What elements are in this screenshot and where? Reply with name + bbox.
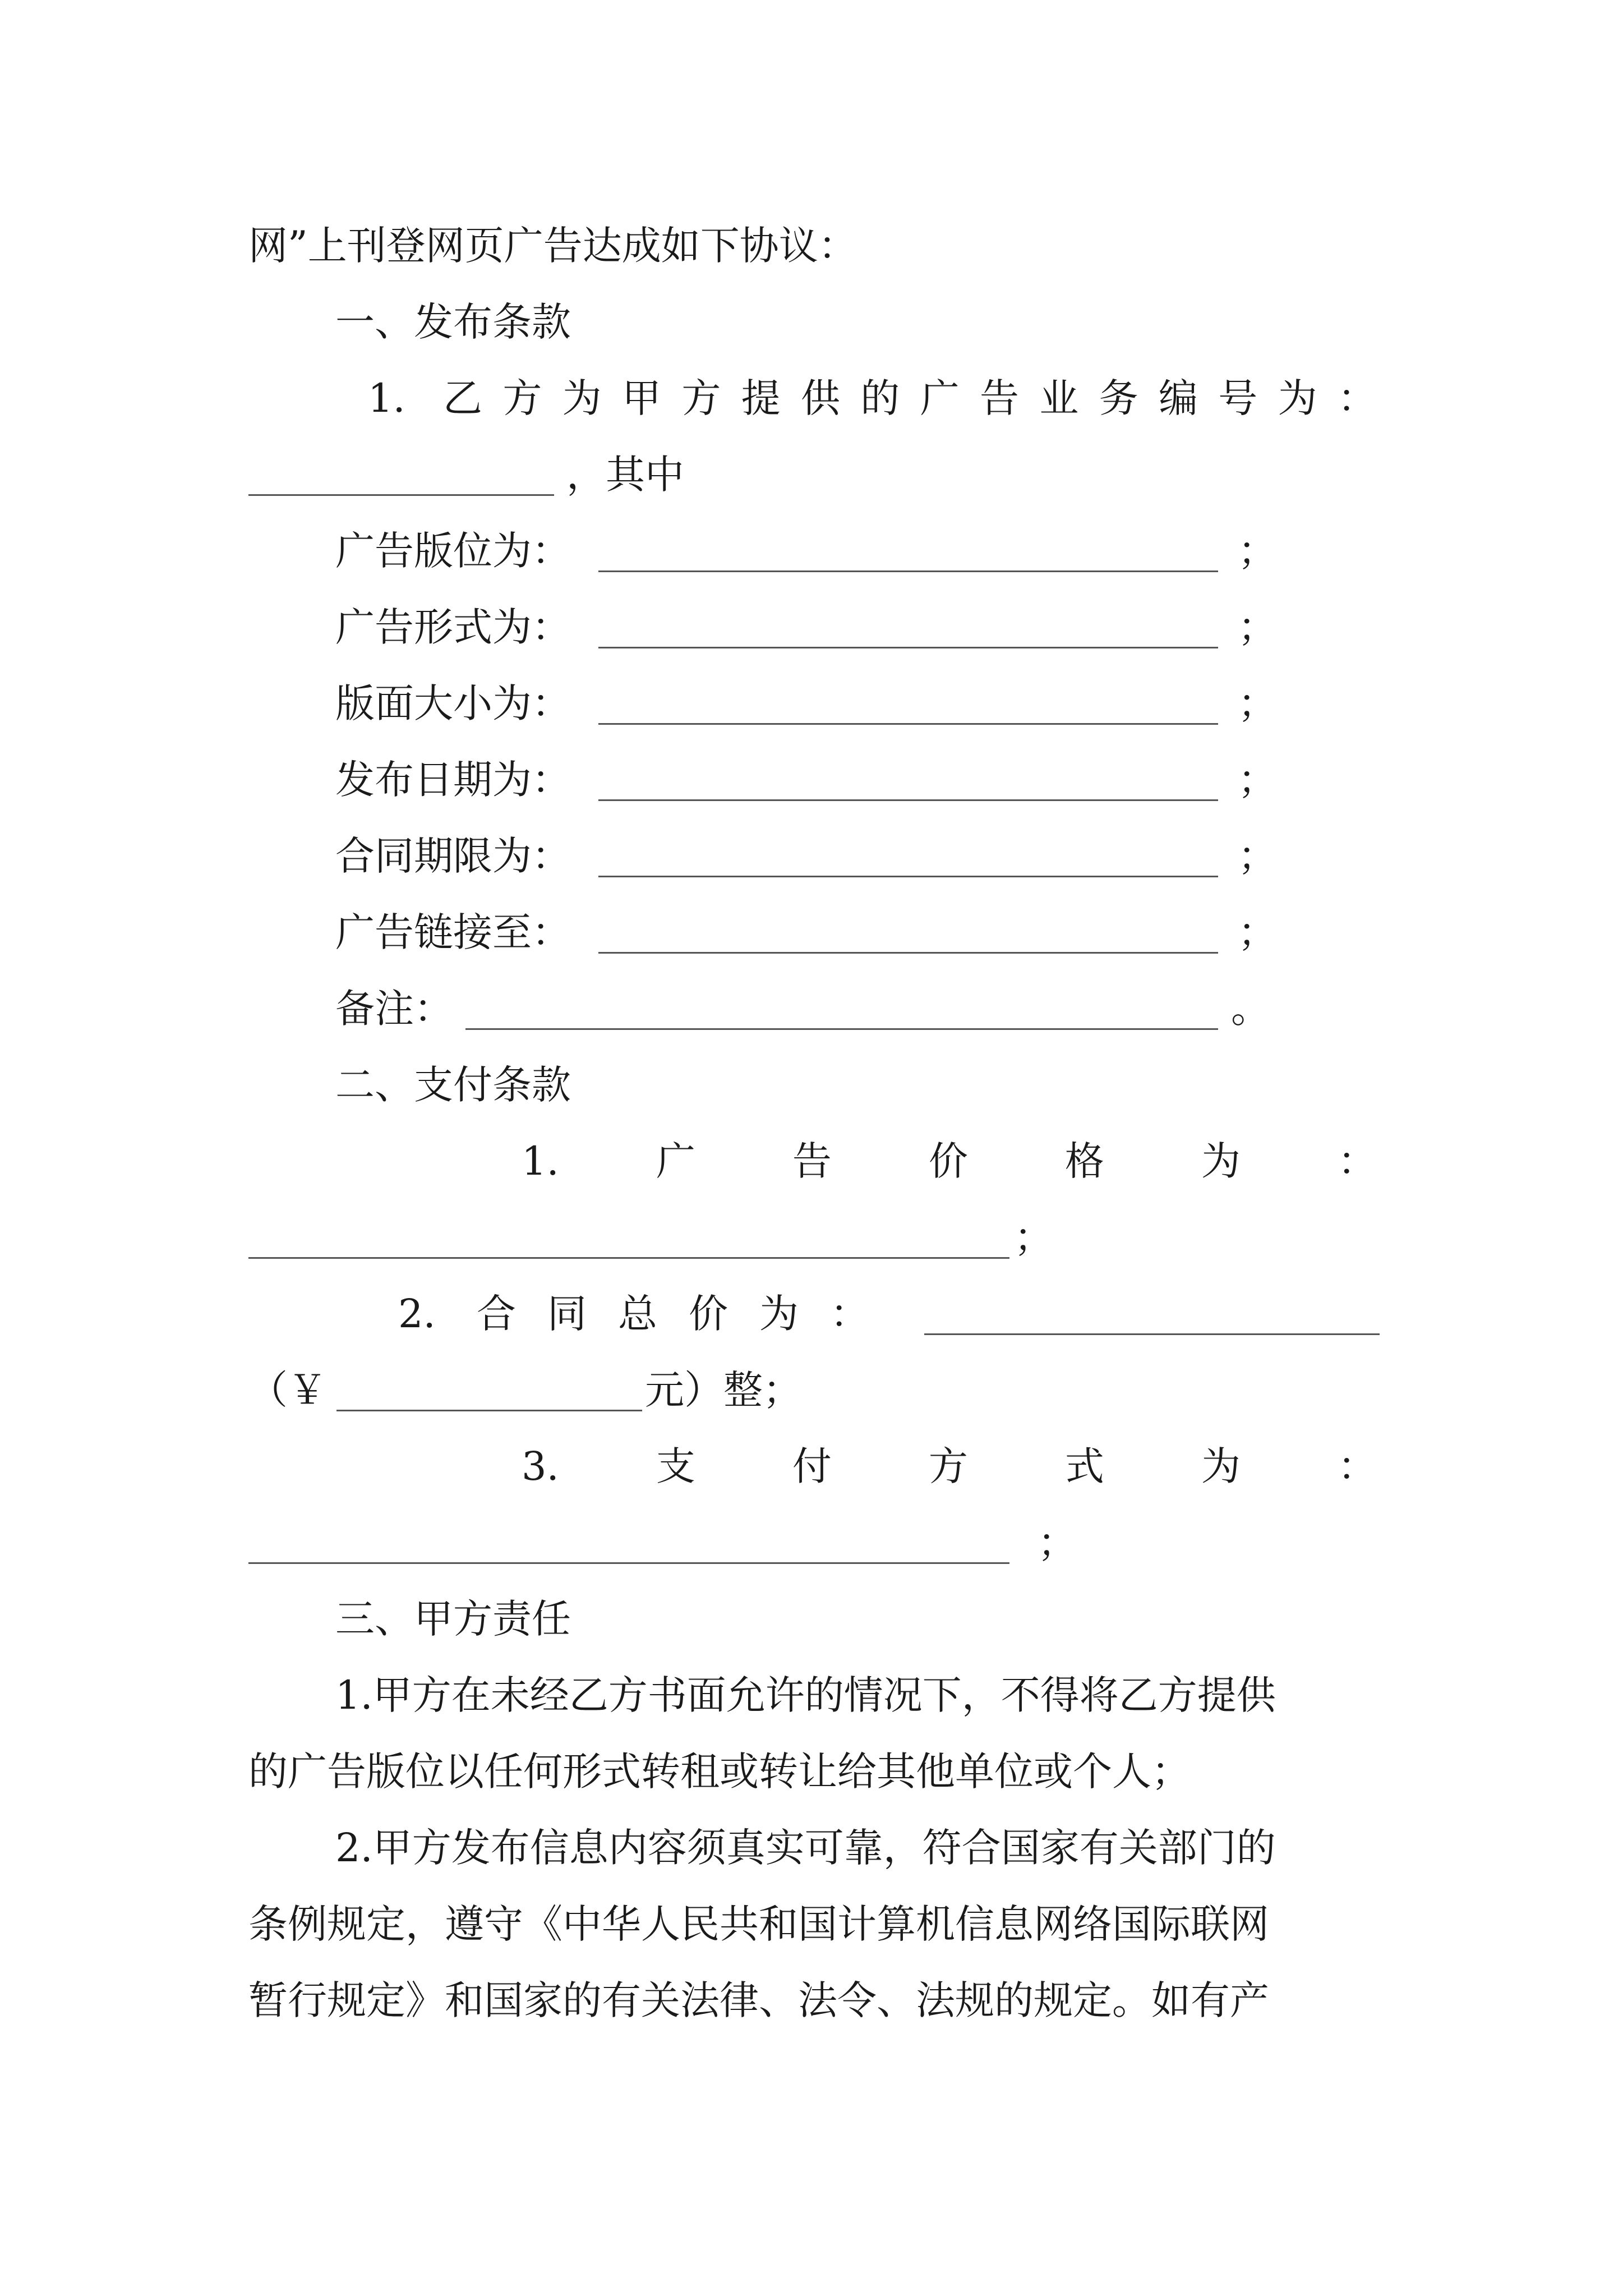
paragraph-text: 条例规定，遵守《中华人民共和国计算机信息网络国际联网 [248,1901,1269,1947]
paragraph-line [0,1810,1623,1886]
paragraph-line [0,1733,1623,1810]
item-1-1-number: 1. [368,375,405,421]
item-2-1-text: 1. 广 告 价 格 为 ： [522,1138,1377,1184]
section-3-heading: 三、甲方责任 [335,1596,571,1642]
field-row [0,665,1623,742]
paragraph-text: 的广告版位以任何形式转租或转让给其他单位或个人； [248,1749,1191,1795]
paragraph-text: 2.甲方发布信息内容须真实可靠，符合国家有关部门的 [335,1825,1276,1871]
field-punct: ； [1238,757,1277,803]
item-2-3-end: ； [1038,1520,1077,1566]
paragraph-text: 1.甲方在未经乙方书面允许的情况下，不得将乙方提供 [335,1672,1276,1718]
field-label: 广告版位为： [335,528,571,574]
field-blank[interactable] [598,723,1218,725]
field-blank[interactable] [598,799,1218,801]
field-label: 版面大小为： [335,680,571,726]
field-punct: 。 [1231,986,1270,1032]
paragraph-line [0,1657,1623,1733]
blank-business-number[interactable] [248,494,554,496]
field-blank[interactable] [598,876,1218,877]
item-2-1-end: ； [1014,1214,1053,1260]
field-blank[interactable] [598,952,1218,954]
field-row [0,513,1623,589]
line-item-2-2-cont [0,1352,1623,1428]
item-2-2-paren-open: （￥ [248,1367,327,1413]
field-punct: ； [1238,833,1277,879]
field-blank[interactable] [465,1028,1218,1030]
field-label: 备注： [335,986,453,1032]
line-item-2-3 [0,1428,1623,1504]
blank-total-amount-yuan[interactable] [336,1410,642,1411]
item-2-2-text: 合 同 总 价 为 ： [477,1291,869,1337]
paragraph-line [0,1886,1623,1962]
line-intro [0,208,1623,284]
field-punct: ； [1238,604,1277,650]
paragraph-line [0,1962,1623,2039]
line-section-1 [0,284,1623,360]
field-punct: ； [1238,528,1277,574]
intro-text: 网”上刊登网页广告达成如下协议： [248,223,857,269]
line-item-2-2 [0,1276,1623,1352]
field-row [0,589,1623,665]
field-row [0,742,1623,818]
field-blank[interactable] [598,647,1218,648]
item-2-2-number: 2. [398,1291,436,1337]
field-label: 广告链接至： [335,909,571,955]
field-row [0,970,1623,1047]
blank-ad-price[interactable] [248,1257,1009,1259]
item-2-2-paren-close: 元）整； [645,1367,802,1413]
line-item-2-3-cont [0,1504,1623,1581]
section-2-heading: 二、支付条款 [335,1062,571,1108]
item-2-3-text: 3. 支 付 方 式 为 ： [522,1443,1377,1489]
line-item-2-1-cont [0,1199,1623,1276]
field-label: 合同期限为： [335,833,571,879]
field-punct: ； [1238,909,1277,955]
blank-payment-method[interactable] [248,1562,1009,1564]
field-punct: ； [1238,680,1277,726]
field-blank[interactable] [598,570,1218,572]
paragraph-text: 暂行规定》和国家的有关法律、法令、法规的规定。如有产 [248,1977,1269,2023]
blank-total-price[interactable] [924,1333,1380,1335]
line-section-3 [0,1581,1623,1657]
section-1-heading: 一、发布条款 [335,299,571,345]
line-item-1-1-cont [0,436,1623,513]
field-label: 广告形式为： [335,604,571,650]
item-1-1-cont-text: ，其中 [566,452,684,498]
line-item-2-1 [0,1123,1623,1199]
line-section-2 [0,1047,1623,1123]
line-item-1-1 [0,360,1623,436]
field-row [0,894,1623,970]
field-label: 发布日期为： [335,757,571,803]
field-row [0,818,1623,894]
item-1-1-text: 乙 方 为 甲 方 提 供 的 广 告 业 务 编 号 为 ： [443,375,1377,421]
